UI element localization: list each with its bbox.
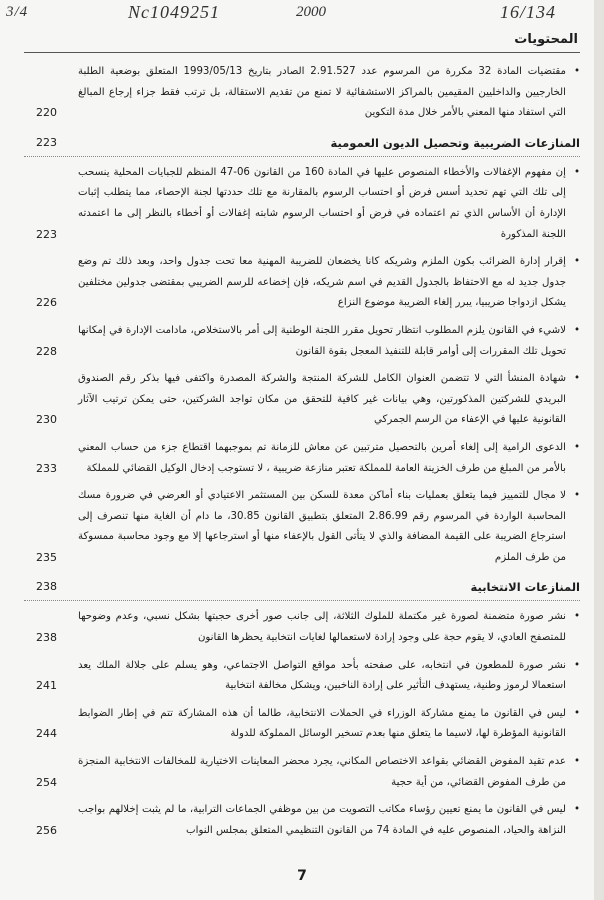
- toc-entry-text: لا مجال للتمييز فيما يتعلق بعمليات بناء أماكن معدة للسكن بين المستثمر الاعتيادي أو العرضي في ضرورة مسك المحاسبة الواردة في المرسوم رقم 2.86.99 المتعلق بتطبيق القانون 30.85، ما دام أن الغاية منها تنصرف إلى استرجاع الضريبة على القيمة المضافة والذي لا يتأتى القول بالإعفاء منها أو استرجاعها إلا مع وجود محاسبة ممسوكة من طرف الملزم: [78, 490, 566, 563]
- toc-entry: [24, 321, 580, 362]
- toc-entry-text: مقتضيات المادة 32 مكررة من المرسوم عدد 2.91.527 الصادر بتاريخ 1993/05/13 المتعلق بوضعية الطلبة الخارجيين والداخليين المقيمين بالمراكز الاستشفائية لا تمنع من تقديم الاستقالة، بل ترتب فقط جزاء إرجاع المبالغ التي استفاد منها المعني بالأمر خلال مدة التكوين: [78, 66, 566, 119]
- bullet-icon: •: [573, 659, 580, 671]
- bullet-icon: •: [573, 324, 580, 336]
- bullet-icon: •: [573, 441, 580, 453]
- toc-entry-text: لاشيء في القانون يلزم المطلوب انتظار تحويل مقرر اللجنة الوطنية إلى أمر بالاستخلاص، مادامت الإدارة في إمكانها تحويل تلك المقررات إلى أوامر قابلة للتنفيذ المعجل بقوة القانون: [78, 324, 566, 357]
- bullet-icon: •: [573, 66, 580, 77]
- toc-entry-page: 220: [36, 106, 57, 120]
- toc-entry-page: 228: [36, 344, 57, 358]
- toc-entry-page: 256: [36, 823, 57, 837]
- section-page: 238: [36, 580, 57, 594]
- handwritten-year: 2000: [296, 4, 326, 20]
- table-of-contents: [24, 62, 580, 848]
- toc-entry-page: 244: [36, 727, 57, 741]
- toc-entry: [24, 369, 580, 431]
- toc-entry: [24, 704, 580, 745]
- toc-entry-text: نشر صورة للمطعون في انتخابه، على صفحته بأحد مواقع التواصل الاجتماعي، وهو يسلم على جلالة الملك يعد استعمالا لرموز وطنية، يستهدف التأثير على إرادة الناخبين، ويشكل مخالفة انتخابية: [78, 659, 566, 692]
- toc-entry-page: 233: [36, 461, 57, 475]
- toc-entry-page: 241: [36, 679, 57, 693]
- page-header-title: المحتويات: [514, 32, 578, 47]
- page-number: 7: [297, 868, 307, 884]
- toc-entry: [24, 62, 580, 124]
- header-divider: [24, 52, 580, 53]
- toc-section-heading: [24, 576, 580, 601]
- bullet-icon: •: [573, 804, 580, 816]
- bullet-icon: •: [573, 611, 580, 623]
- handwritten-fraction: 3/4: [6, 4, 29, 20]
- toc-entry-page: 254: [36, 775, 57, 789]
- toc-entry-text: عدم تقيد المفوض القضائي بقواعد الاختصاص المكاني، يجرد محضر المعاينات الاختيارية للمخالفات الانتخابية المنجزة من طرف المفوض القضائي، من أية حجية: [78, 756, 566, 788]
- toc-entry-text: نشر صورة متضمنة لصورة غير مكتملة للملوك الثلاثة، إلى جانب صور أخرى حجبتها بشكل نسبي، وعدم وضوحها للمتصفح العادي، لا يقوم حجة على وجود إرادة لاستعمالها لغايات انتخابية يحظرها القانون: [78, 611, 566, 644]
- toc-entry: [24, 486, 580, 568]
- bullet-icon: •: [573, 373, 580, 385]
- toc-section-heading: [24, 132, 580, 157]
- handwritten-code: Nc1049251: [128, 2, 220, 22]
- toc-entry: [24, 607, 580, 648]
- bullet-icon: •: [573, 256, 580, 268]
- toc-entry-text: إن مفهوم الإغفالات والأخطاء المنصوص عليها في المادة 160 من القانون 06-47 المنظم للجبايات المحلية ينسحب إلى تلك التي تهم تحديد أسس فرض أو احتساب الرسوم بالمقارنة مع تلك حددتها لجنة الإحصاء، مما يتطلب إثبات الإدارة أن الأساس الذي تم اعتماده في فرض أو احتساب الرسوم شابته إغفالات أو أخطاء بالنظر إلى ما اعتمدته اللجنة المذكورة: [78, 166, 566, 240]
- bullet-icon: •: [573, 707, 580, 719]
- bullet-icon: •: [573, 166, 580, 178]
- toc-entry: [24, 800, 580, 841]
- toc-entry-page: 238: [36, 631, 57, 645]
- section-title: المنازعات الضريبية وتحصيل الديون العمومية: [330, 135, 580, 150]
- toc-entry-text: الدعوى الرامية إلى إلغاء أمرين بالتحصيل مترتبين عن معاش للزمانة تم بموجبهما اقتطاع جزء من حساب المعني بالأمر من المبلغ من طرف الخزينة العامة للمملكة تعتبر منازعة ضريبية ، لا تستوجب إدخال الوكيل القضائي للمملكة: [78, 441, 566, 474]
- toc-entry-page: 226: [36, 296, 57, 310]
- toc-entry-text: إقرار إدارة الضرائب بكون الملزم وشريكه كانا يخضعان للضريبة المهنية معا تحت جدول واحد، وبعد ذلك تم وضع جدول جديد له مع الاحتفاظ بالجدول القديم في اسم شريكه، فإن إخضاعه للرسم الضريبي بمقتضى جدولين مختلفين يشكل ازدواجا ضريبيا، يبرر إلغاء الضريبة موضوع النزاع: [78, 256, 566, 309]
- toc-entry: [24, 656, 580, 697]
- toc-entry-page: 230: [36, 413, 57, 427]
- toc-entry: [24, 438, 580, 479]
- section-page: 223: [36, 135, 57, 149]
- toc-entry: [24, 752, 580, 793]
- bullet-icon: •: [573, 756, 580, 768]
- page-edge: [594, 0, 604, 900]
- section-title: المنازعات الانتخابية: [470, 580, 580, 595]
- handwritten-reference: 16/134: [500, 2, 557, 22]
- toc-entry-text: شهادة المنشأ التي لا تتضمن العنوان الكامل للشركة المنتجة والشركة المصدرة واكتفى فيها بذكر رقم الصندوق البريدي للشركتين المذكورتين، وهي بيانات غير كافية للتحقق من مكان تواجد الشركتين، حتى يمكن ترتيب الآثار القانونية عليها في الإعفاء من الرسم الجمركي: [78, 373, 566, 426]
- toc-entry: [24, 252, 580, 314]
- toc-entry-text: ليس في القانون ما يمنع تعيين رؤساء مكاتب التصويت من بين موظفي الجماعات الترابية، ما لم يثبت إخلالهم بواجب النزاهة والحياد، المنصوص عليه في المادة 74 من القانون التنظيمي المتعلق بمجلس النواب: [78, 804, 566, 836]
- toc-entry-page: 235: [36, 550, 57, 564]
- bullet-icon: •: [573, 490, 580, 502]
- toc-entry-page: 223: [36, 227, 57, 241]
- toc-entry: [24, 163, 580, 245]
- toc-entry-text: ليس في القانون ما يمنع مشاركة الوزراء في الحملات الانتخابية، طالما أن هذه المشاركة تتم في إطار الضوابط القانونية المؤطرة لها، لاسيما ما يتعلق منها بعدم تسخير الوسائل المملوكة للدولة: [78, 707, 566, 740]
